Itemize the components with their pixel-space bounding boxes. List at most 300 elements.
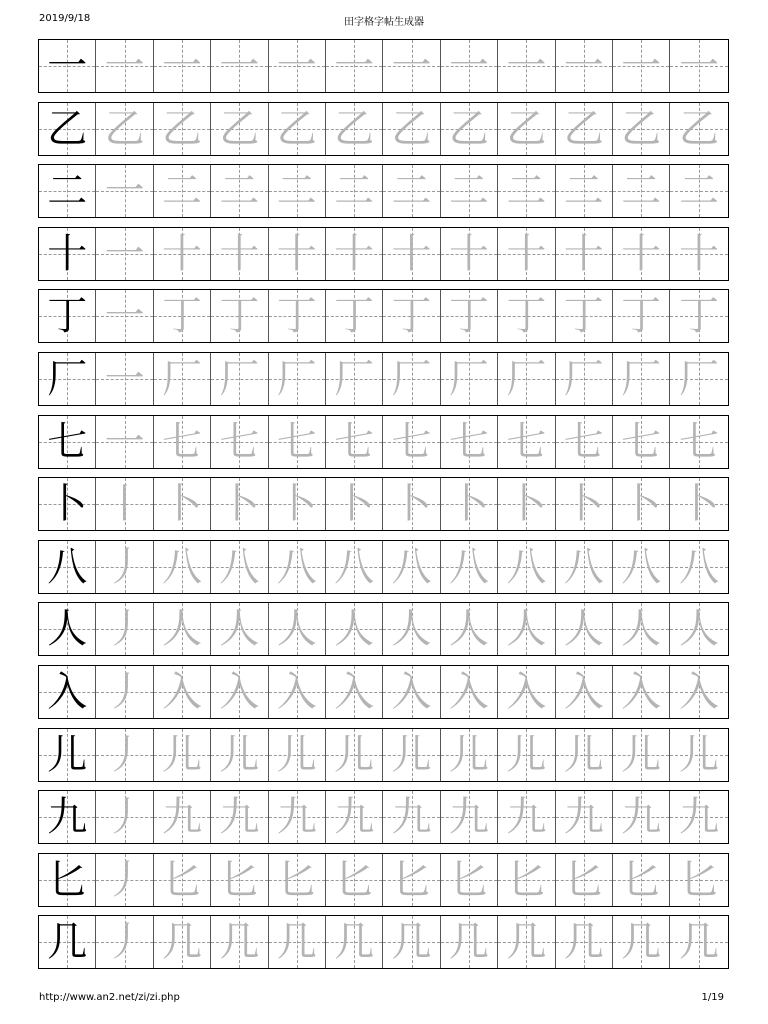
trace-cell [498,541,555,593]
trace-cell [269,729,326,781]
trace-cell [441,541,498,593]
trace-cell [613,603,670,655]
trace-character: 八 [563,543,604,590]
trace-cell [441,165,498,217]
trace-character: 九 [506,794,547,841]
trace-cell [269,103,326,155]
trace-cell [326,40,383,92]
trace-cell [670,165,727,217]
trace-cell [556,165,613,217]
trace-cell [556,854,613,906]
trace-cell [326,916,383,968]
trace-character: 厂 [563,356,604,402]
trace-character: 一 [506,43,547,89]
trace-cell [154,290,211,342]
trace-cell [211,478,268,530]
trace-character: 厂 [391,356,432,402]
first-stroke-trace: 丿 [104,919,145,966]
trace-cell [556,666,613,718]
model-cell [39,541,96,593]
trace-cell [613,666,670,718]
trace-cell [211,40,268,92]
trace-cell [556,916,613,968]
trace-cell [613,729,670,781]
trace-cell [613,916,670,968]
trace-character: 十 [276,230,317,277]
trace-cell [96,103,153,155]
first-stroke-trace: 丿 [104,794,145,841]
trace-character: 卜 [506,481,547,528]
trace-character: 乙 [391,105,432,152]
trace-cell [211,666,268,718]
trace-character: 乙 [506,105,547,152]
trace-cell [383,666,440,718]
trace-cell [211,854,268,906]
trace-character: 厂 [448,356,489,402]
trace-character: 二 [334,168,375,215]
trace-cell [498,290,555,342]
trace-cell [154,165,211,217]
trace-character: 人 [678,606,719,653]
trace-character: 乙 [448,105,489,152]
trace-cell [670,729,727,781]
trace-cell [670,353,727,405]
practice-row [38,790,729,844]
trace-cell [211,916,268,968]
trace-character: 一 [448,43,489,89]
trace-character: 人 [621,606,662,653]
model-character: 一 [47,43,88,89]
model-cell [39,353,96,405]
trace-cell [498,791,555,843]
trace-character: 匕 [161,856,202,903]
trace-cell [269,791,326,843]
trace-character: 卜 [161,481,202,528]
model-cell [39,165,96,217]
trace-character: 丁 [506,293,547,340]
trace-character: 一 [276,43,317,89]
trace-cell [154,791,211,843]
trace-character: 匕 [448,856,489,903]
model-cell [39,416,96,468]
trace-cell [383,165,440,217]
trace-cell [441,103,498,155]
trace-character: 人 [506,606,547,653]
trace-character: 匕 [563,856,604,903]
trace-character: 二 [448,168,489,215]
trace-cell [211,729,268,781]
trace-character: 卜 [448,481,489,528]
trace-character: 七 [334,418,375,465]
trace-character: 几 [161,919,202,966]
trace-character: 九 [448,794,489,841]
trace-cell [269,603,326,655]
trace-character: 七 [448,418,489,465]
model-cell [39,916,96,968]
practice-row [38,352,729,406]
trace-character: 几 [506,919,547,966]
trace-cell [613,353,670,405]
trace-character: 八 [161,543,202,590]
trace-cell [441,729,498,781]
trace-character: 九 [391,794,432,841]
trace-cell [670,541,727,593]
trace-cell [96,666,153,718]
trace-character: 卜 [678,481,719,528]
trace-cell [613,165,670,217]
trace-cell [96,478,153,530]
trace-cell [498,416,555,468]
first-stroke-trace: 丿 [104,606,145,653]
trace-character: 八 [506,543,547,590]
trace-cell [613,478,670,530]
trace-cell [556,416,613,468]
practice-row [38,289,729,343]
trace-character: 卜 [391,481,432,528]
trace-character: 几 [563,919,604,966]
trace-cell [269,478,326,530]
trace-cell [96,916,153,968]
first-stroke-trace: 一 [104,230,145,277]
trace-cell [613,791,670,843]
trace-cell [613,103,670,155]
trace-character: 入 [334,669,375,715]
model-cell [39,290,96,342]
trace-character: 二 [563,168,604,215]
trace-cell [96,854,153,906]
trace-character: 厂 [161,356,202,402]
trace-cell [556,290,613,342]
trace-cell [441,290,498,342]
trace-character: 丁 [621,293,662,340]
trace-cell [441,40,498,92]
model-character: 二 [47,168,88,215]
trace-cell [154,854,211,906]
trace-character: 厂 [219,356,260,402]
trace-cell [383,228,440,280]
first-stroke-trace: 一 [104,293,145,340]
trace-cell [211,103,268,155]
trace-character: 丁 [334,293,375,340]
trace-character: 入 [161,669,202,715]
trace-cell [326,416,383,468]
trace-character: 几 [678,919,719,966]
trace-cell [269,916,326,968]
first-stroke-trace: 一 [104,356,145,402]
trace-cell [383,478,440,530]
trace-cell [498,478,555,530]
trace-character: 七 [161,418,202,465]
trace-cell [154,478,211,530]
trace-character: 匕 [678,856,719,903]
trace-cell [96,791,153,843]
trace-character: 卜 [276,481,317,528]
trace-character: 二 [506,168,547,215]
trace-cell [498,854,555,906]
practice-row [38,477,729,531]
model-character: 九 [47,794,88,841]
trace-cell [498,603,555,655]
trace-cell [498,666,555,718]
trace-cell [269,541,326,593]
trace-cell [383,103,440,155]
model-character: 八 [47,543,88,590]
trace-character: 人 [334,606,375,653]
trace-character: 入 [563,669,604,715]
trace-character: 丁 [678,293,719,340]
trace-character: 人 [161,606,202,653]
trace-character: 入 [506,669,547,715]
trace-character: 儿 [276,731,317,778]
trace-character: 九 [563,794,604,841]
trace-cell [613,854,670,906]
trace-cell [556,228,613,280]
page-title: 田字格字帖生成器 [344,17,424,28]
trace-cell [613,228,670,280]
trace-character: 人 [563,606,604,653]
trace-character: 乙 [563,105,604,152]
trace-character: 厂 [276,356,317,402]
trace-cell [383,290,440,342]
model-cell [39,103,96,155]
trace-cell [154,541,211,593]
first-stroke-trace: 丿 [104,543,145,590]
trace-character: 八 [391,543,432,590]
trace-cell [211,228,268,280]
first-stroke-trace: 一 [104,43,145,89]
trace-cell [269,290,326,342]
trace-cell [613,290,670,342]
trace-character: 九 [621,794,662,841]
trace-character: 二 [276,168,317,215]
trace-character: 入 [678,669,719,715]
trace-character: 几 [334,919,375,966]
trace-cell [670,854,727,906]
trace-character: 几 [448,919,489,966]
trace-cell [498,353,555,405]
trace-cell [670,478,727,530]
trace-character: 儿 [334,731,375,778]
trace-cell [498,165,555,217]
trace-character: 七 [621,418,662,465]
model-cell [39,729,96,781]
trace-character: 丁 [448,293,489,340]
trace-cell [96,353,153,405]
trace-cell [269,165,326,217]
trace-character: 匕 [219,856,260,903]
trace-cell [269,353,326,405]
trace-cell [96,603,153,655]
trace-cell [326,165,383,217]
trace-cell [96,165,153,217]
trace-character: 乙 [219,105,260,152]
trace-character: 匕 [334,856,375,903]
trace-character: 九 [334,794,375,841]
trace-character: 一 [621,43,662,89]
practice-row [38,602,729,656]
trace-cell [326,290,383,342]
trace-cell [326,854,383,906]
trace-cell [326,353,383,405]
trace-character: 七 [678,418,719,465]
model-character: 厂 [47,356,88,402]
trace-cell [269,666,326,718]
trace-character: 儿 [563,731,604,778]
trace-cell [154,103,211,155]
trace-character: 丁 [161,293,202,340]
first-stroke-trace: 丿 [104,669,145,715]
trace-cell [154,916,211,968]
first-stroke-trace: 乙 [104,105,145,152]
trace-cell [441,854,498,906]
trace-cell [556,478,613,530]
trace-character: 七 [276,418,317,465]
trace-character: 七 [219,418,260,465]
trace-cell [211,603,268,655]
trace-character: 七 [506,418,547,465]
trace-cell [670,603,727,655]
trace-character: 儿 [391,731,432,778]
trace-cell [211,290,268,342]
model-cell [39,666,96,718]
trace-cell [670,791,727,843]
trace-character: 匕 [276,856,317,903]
trace-character: 人 [276,606,317,653]
model-character: 入 [47,669,88,715]
print-date: 2019/9/18 [39,13,91,24]
model-cell [39,854,96,906]
trace-cell [670,103,727,155]
trace-cell [441,228,498,280]
trace-cell [498,40,555,92]
trace-cell [269,228,326,280]
trace-cell [441,478,498,530]
first-stroke-trace: 丨 [104,481,145,528]
trace-cell [670,290,727,342]
trace-cell [441,416,498,468]
trace-character: 匕 [391,856,432,903]
trace-character: 儿 [621,731,662,778]
trace-cell [441,603,498,655]
trace-cell [441,666,498,718]
trace-character: 乙 [334,105,375,152]
trace-cell [556,103,613,155]
trace-cell [383,791,440,843]
trace-character: 十 [506,230,547,277]
trace-character: 几 [276,919,317,966]
model-cell [39,603,96,655]
trace-cell [96,416,153,468]
trace-cell [96,40,153,92]
trace-cell [96,729,153,781]
trace-character: 入 [219,669,260,715]
trace-character: 二 [678,168,719,215]
trace-cell [154,228,211,280]
trace-cell [383,40,440,92]
trace-cell [441,916,498,968]
practice-row [38,102,729,156]
trace-cell [154,416,211,468]
trace-cell [154,353,211,405]
first-stroke-trace: 一 [104,168,145,215]
model-cell [39,791,96,843]
trace-character: 九 [678,794,719,841]
trace-cell [383,916,440,968]
trace-cell [670,40,727,92]
trace-character: 八 [621,543,662,590]
trace-character: 一 [678,43,719,89]
trace-character: 一 [334,43,375,89]
practice-row [38,540,729,594]
trace-cell [556,729,613,781]
trace-character: 一 [219,43,260,89]
trace-character: 十 [334,230,375,277]
trace-character: 丁 [219,293,260,340]
trace-character: 儿 [219,731,260,778]
trace-character: 人 [391,606,432,653]
trace-character: 八 [219,543,260,590]
trace-character: 丁 [563,293,604,340]
trace-character: 一 [161,43,202,89]
practice-row [38,415,729,469]
trace-cell [211,165,268,217]
trace-cell [556,603,613,655]
model-character: 十 [47,230,88,277]
model-character: 儿 [47,731,88,778]
trace-cell [383,854,440,906]
trace-character: 入 [276,669,317,715]
trace-cell [498,103,555,155]
trace-character: 卜 [563,481,604,528]
trace-character: 十 [448,230,489,277]
trace-cell [498,916,555,968]
trace-cell [269,416,326,468]
practice-row [38,227,729,281]
trace-cell [326,478,383,530]
trace-character: 入 [391,669,432,715]
page-number: 1/19 [701,992,724,1003]
trace-cell [326,228,383,280]
trace-cell [211,541,268,593]
model-character: 七 [47,418,88,465]
trace-cell [211,353,268,405]
trace-cell [96,541,153,593]
trace-character: 卜 [334,481,375,528]
trace-cell [556,541,613,593]
trace-character: 匕 [621,856,662,903]
trace-cell [326,103,383,155]
trace-character: 七 [391,418,432,465]
trace-character: 乙 [678,105,719,152]
practice-row [38,665,729,719]
trace-cell [383,416,440,468]
trace-cell [441,353,498,405]
trace-character: 人 [448,606,489,653]
trace-cell [613,416,670,468]
trace-character: 厂 [334,356,375,402]
trace-character: 二 [621,168,662,215]
model-cell [39,478,96,530]
practice-row [38,39,729,93]
trace-character: 九 [219,794,260,841]
trace-cell [383,603,440,655]
trace-character: 入 [448,669,489,715]
trace-character: 丁 [276,293,317,340]
source-url: http://www.an2.net/zi/zi.php [39,992,180,1003]
trace-cell [441,791,498,843]
trace-cell [613,541,670,593]
trace-cell [211,416,268,468]
